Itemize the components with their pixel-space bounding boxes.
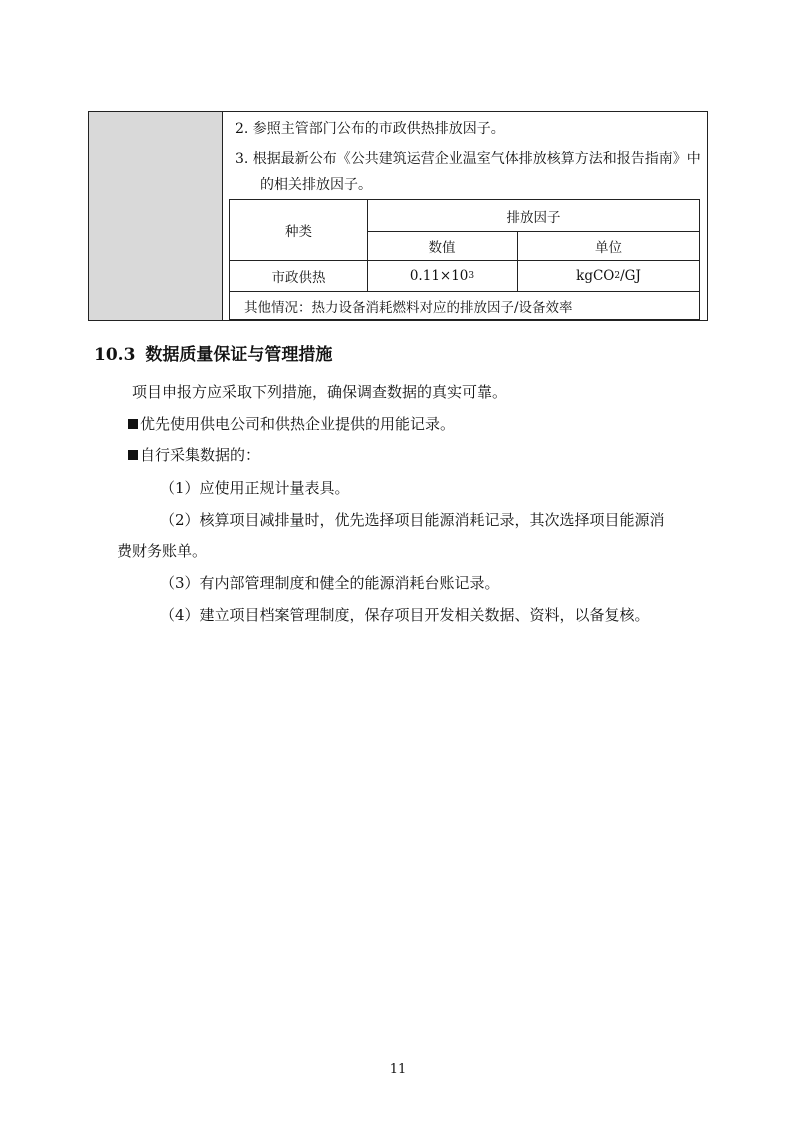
header-value: 数值 — [428, 239, 456, 256]
intro-paragraph: 项目申报方应采取下列措施，确保调查数据的真实可靠。 — [132, 383, 508, 401]
list-item-2-continued: 费财务账单。 — [117, 542, 208, 560]
method-line-3-continued: 的相关排放因子。 — [260, 177, 372, 193]
section-number: 10.3 — [94, 345, 136, 365]
row-other: 其他情况：热力设备消耗燃料对应的排放因子/设备效率 — [244, 299, 573, 316]
list-item-2: （2）核算项目减排量时，优先选择项目能源消耗记录，其次选择项目能源消 — [160, 511, 665, 529]
page-number: 11 — [389, 1062, 407, 1077]
header-unit: 单位 — [595, 239, 622, 256]
section-heading — [94, 340, 332, 365]
section-title: 数据质量保证与管理措施 — [145, 345, 333, 365]
row-type: 市政供热 — [271, 269, 326, 286]
row-unit: kgCO 2 /GJ — [576, 267, 641, 284]
method-line-2: 2. 参照主管部门公布的市政供热排放因子。 — [235, 121, 505, 137]
list-item-3: （3）有内部管理制度和健全的能源消耗台账记录。 — [160, 574, 500, 592]
square-bullet-icon — [128, 450, 138, 460]
header-emission-factor: 排放因子 — [506, 209, 561, 226]
bullet-item: 优先使用供电公司和供热企业提供的用能记录。 — [128, 413, 455, 434]
list-item-4: （4）建立项目档案管理制度，保存项目开发相关数据、资料，以备复核。 — [160, 606, 650, 624]
square-bullet-icon — [128, 419, 138, 429]
list-item-1: （1）应使用正规计量表具。 — [160, 479, 350, 497]
bullet-item: 自行采集数据的： — [128, 444, 260, 465]
method-line-3: 3. 根据最新公布《公共建筑运营企业温室气体排放核算方法和报告指南》中 — [235, 151, 701, 167]
row-value: 0.11×10 3 — [409, 267, 475, 284]
header-type: 种类 — [285, 224, 312, 240]
table-label-cell — [89, 112, 223, 320]
emission-factor-table — [229, 199, 700, 320]
